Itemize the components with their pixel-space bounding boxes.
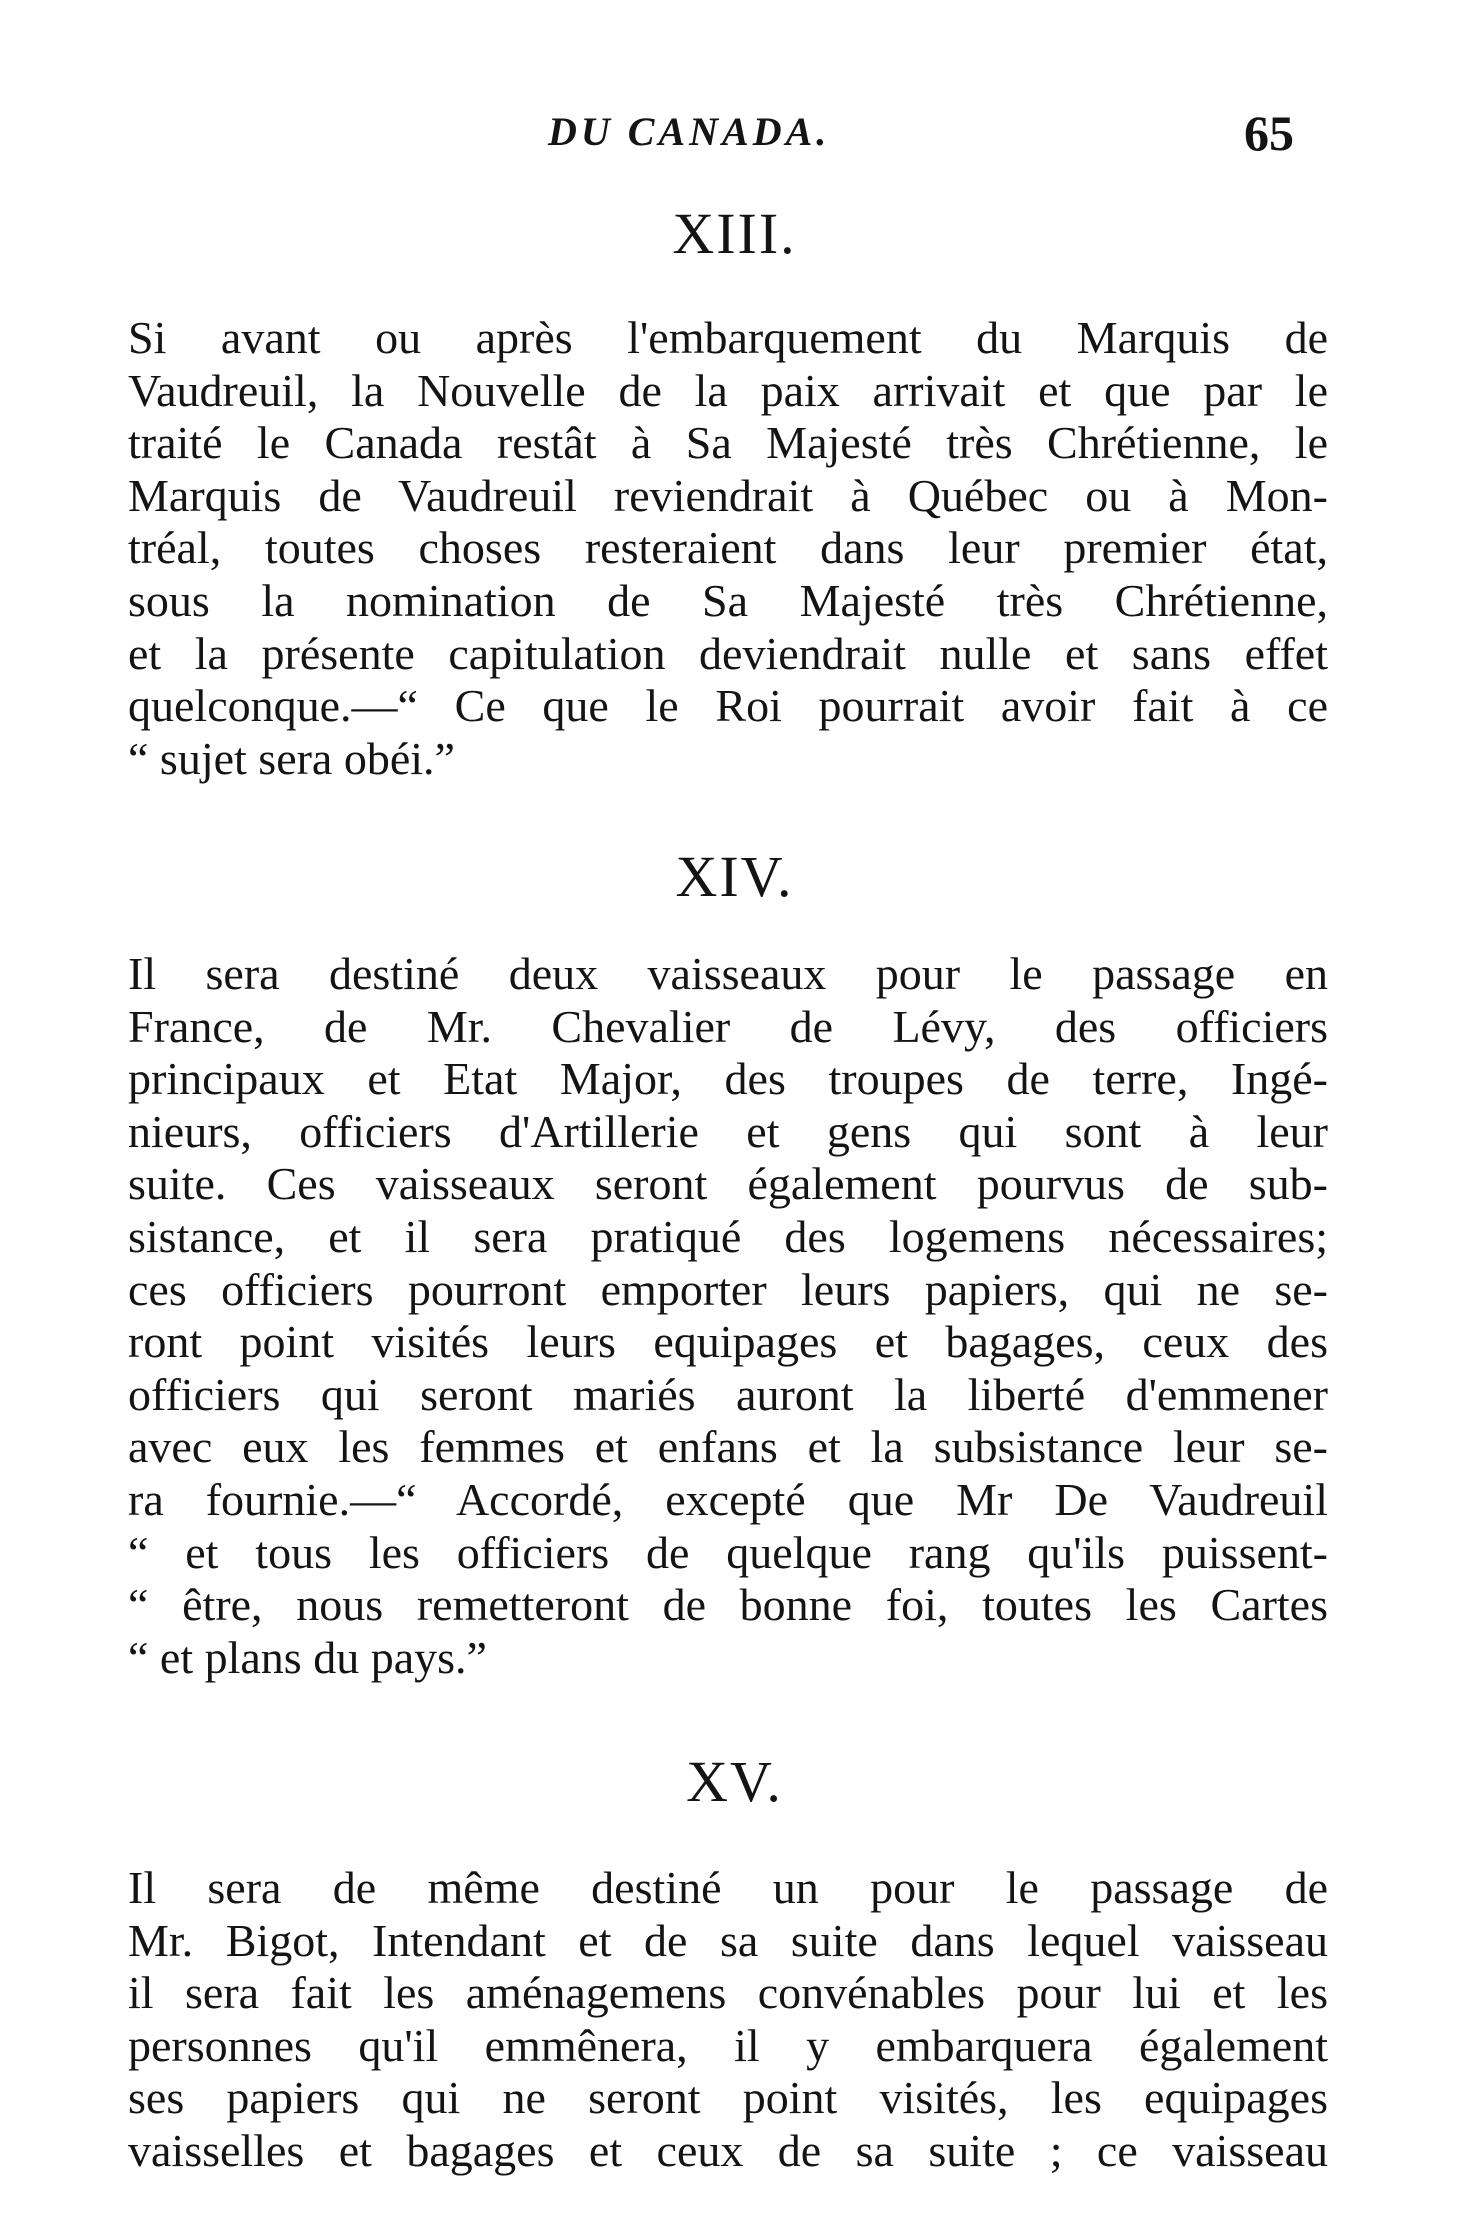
article-body-xiii xyxy=(128,312,1328,785)
text-line: personnes qu'il emmênera, il y embarquera également xyxy=(128,2019,1328,2071)
text-line: nieurs, officiers d'Artillerie et gens qui sont à leur xyxy=(128,1105,1328,1157)
text-line: sous la nomination de Sa Majesté très Chrétienne, xyxy=(128,574,1328,626)
text-line: Vaudreuil, la Nouvelle de la paix arrivait et que par le xyxy=(128,364,1328,416)
text-line: “ et plans du pays.” xyxy=(128,1631,487,1683)
text-line: ces officiers pourront emporter leurs papiers, qui ne se- xyxy=(128,1263,1328,1315)
text-line: principaux et Etat Major, des troupes de terre, Ingé- xyxy=(128,1053,1328,1105)
text-line: suite. Ces vaisseaux seront également pourvus de sub- xyxy=(128,1158,1328,1210)
text-line: ront point visités leurs equipages et bagages, ceux des xyxy=(128,1316,1328,1368)
text-line: traité le Canada restât à Sa Majesté très Chrétienne, le xyxy=(128,417,1328,469)
article-body-xiv xyxy=(128,948,1328,1684)
article-heading-xiii: XIII. xyxy=(672,201,797,266)
text-line: Il sera destiné deux vaisseaux pour le passage en xyxy=(128,948,1328,999)
text-line: Mr. Bigot, Intendant et de sa suite dans lequel vaisseau xyxy=(128,1914,1328,1966)
text-line: et la présente capitulation deviendrait nulle et sans effet xyxy=(128,627,1328,679)
text-line: tréal, toutes choses resteraient dans leur premier état, xyxy=(128,522,1328,574)
text-line: “ et tous les officiers de quelque rang qu'ils puissent- xyxy=(128,1526,1328,1578)
article-heading-xv: XV. xyxy=(686,1749,783,1814)
page-number: 65 xyxy=(1244,105,1294,161)
text-line: France, de Mr. Chevalier de Lévy, des officiers xyxy=(128,1000,1328,1052)
text-line: Marquis de Vaudreuil reviendrait à Québec ou à Mon- xyxy=(128,469,1328,521)
text-line: il sera fait les aménagemens convénables pour lui et les xyxy=(128,1967,1328,2019)
text-line: “ être, nous remetteront de bonne foi, toutes les Cartes xyxy=(128,1579,1328,1631)
text-line: avec eux les femmes et enfans et la subsistance leur se- xyxy=(128,1421,1328,1473)
text-line: officiers qui seront mariés auront la liberté d'emmener xyxy=(128,1368,1328,1420)
text-line: sistance, et il sera pratiqué des logemens nécessaires; xyxy=(128,1210,1328,1262)
article-heading-xiv: XIV. xyxy=(675,844,794,909)
running-title: DU CANADA. xyxy=(548,109,831,154)
text-line: Si avant ou après l'embarquement du Marquis de xyxy=(128,312,1328,363)
running-head xyxy=(0,105,1469,168)
text-line: Il sera de même destiné un pour le passage de xyxy=(128,1862,1328,1913)
text-line: “ sujet sera obéi.” xyxy=(128,732,455,784)
text-line: vaisselles et bagages et ceux de sa suite ; ce vaisseau xyxy=(128,2124,1328,2176)
text-line: ses papiers qui ne seront point visités, les equipages xyxy=(128,2072,1328,2124)
text-line: quelconque.—“ Ce que le Roi pourrait avoir fait à ce xyxy=(128,680,1328,732)
article-body-xv xyxy=(128,1862,1328,2178)
text-line: ra fournie.—“ Accordé, excepté que Mr De Vaudreuil xyxy=(128,1473,1328,1525)
